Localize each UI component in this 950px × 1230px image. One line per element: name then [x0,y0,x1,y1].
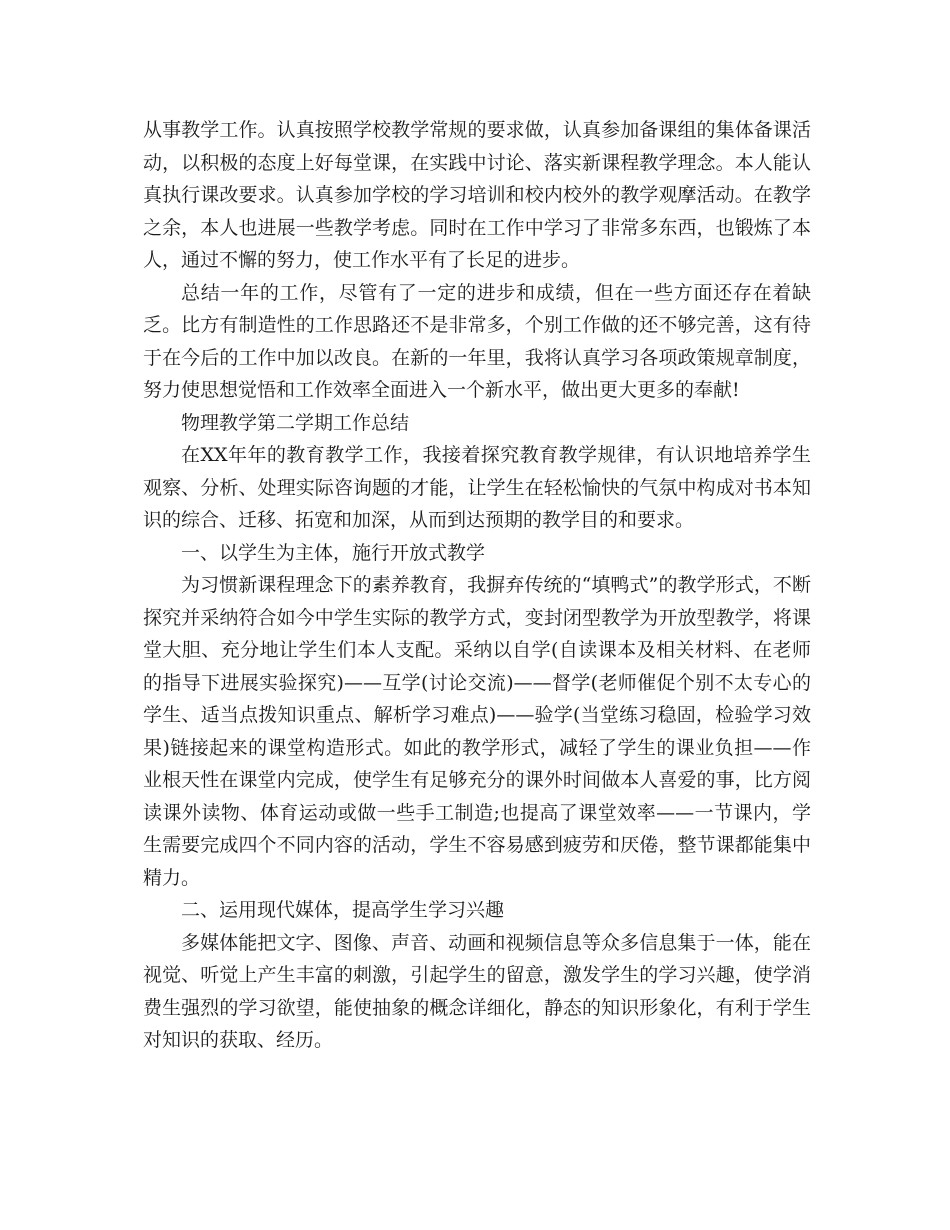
section-title: 物理教学第二学期工作总结 [181,411,410,434]
paragraph-multimedia: 多媒体能把文字、图像、声音、动画和视频信息等众多信息集于一体，能在视觉、听觉上产生丰富的刺激，引起学生的留意，激发学生的学习兴趣，使学消费生强烈的学习欲望，能使抽象的概念详细化，静态的知识形象化，有利于学生对知识的获取、经历。 [143,931,811,1051]
subheading-modern-media: 二、运用现代媒体，提高学生学习兴趣 [181,899,505,921]
subheading-student-centered: 一、以学生为主体，施行开放式教学 [181,541,486,564]
paragraph-overview: 在XX年年的教育教学工作，我接着探究教育教学规律，有认识地培养学生观察、分析、处理实际咨询题的才能，让学生在轻松愉快的气氛中构成对书本知识的综合、迁移、拓宽和加深，从而到达预期的教学目的和要求。 [143,444,811,531]
paragraph-intro-continuation: 从事教学工作。认真按照学校教学常规的要求做，认真参加备课组的集体备课活动，以积极的态度上好每堂课，在实践中讨论、落实新课程教学理念。本人能认真执行课改要求。认真参加学校的学习培训和校内校外的教学观摩活动。在教学之余，本人也进展一些教学考虑。同时在工作中学习了非常多东西，也锻炼了本人，通过不懈的努力，使工作水平有了长足的进步。 [143,119,811,271]
paragraph-year-summary: 总结一年的工作，尽管有了一定的进步和成绩，但在一些方面还存在着缺乏。比方有制造性的工作思路还不是非常多，个别工作做的还不够完善，这有待于在今后的工作中加以改良。在新的一年里，我将认真学习各项政策规章制度，努力使思想觉悟和工作效率全面进入一个新水平，做出更大更多的奉献! [143,281,811,401]
paragraph-open-teaching: 为习惯新课程理念下的素养教育，我摒弃传统的“填鸭式”的教学形式，不断探究并采纳符合如今中学生实际的教学方式，变封闭型教学为开放型教学，将课堂大胆、充分地让学生们本人支配。采纳以自学(自读课本及相关材料、在老师的指导下进展实验探究)——互学(讨论交流)——督学(老师催促个别不太专心的学生、适当点拨知识重点、解析学习难点)——验学(当堂练习稳固，检验学习效果)链接起来的课堂构造形式。如此的教学形式，减轻了学生的课业负担——作业根天性在课堂内完成，使学生有足够充分的课外时间做本人喜爱的事，比方阅读课外读物、体育运动或做一些手工制造;也提高了课堂效率——一节课内，学生需要完成四个不同内容的活动，学生不容易感到疲劳和厌倦，整节课都能集中精力。 [143,574,811,889]
document-body [143,114,811,1057]
